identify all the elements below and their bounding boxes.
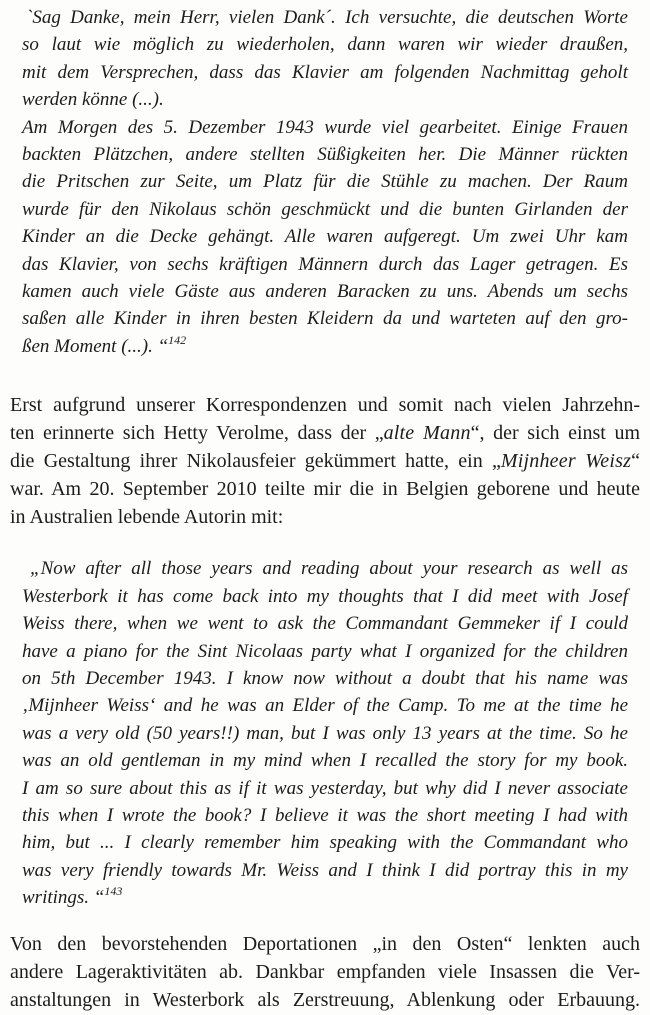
text-segment: die Gestaltung ihrer Nikolausfeier gekümmert hatte, ein „ [10, 450, 501, 473]
text-segment: kamen auch viele Gäste aus anderen Baracken zu uns. Abends um sechs [22, 281, 628, 303]
text-segment: die Pritschen zur Seite, um Platz für die Stühle zu machen. Der Raum [22, 171, 628, 193]
text-line [22, 857, 628, 884]
text-line [10, 391, 640, 419]
text-line [10, 958, 640, 986]
text-segment: mit dem Versprechen, dass das Klavier am folgenden Nachmittag geholt [22, 61, 628, 83]
text-line [10, 419, 640, 447]
text-line [10, 930, 640, 958]
text-line [22, 829, 628, 856]
text-line [22, 196, 628, 223]
text-segment: writings. “ [22, 887, 105, 909]
text-segment: saßen alle Kinder in ihren besten Kleidern da und warteten auf den gro- [22, 308, 628, 330]
text-segment: ‚Mijnheer Weiss‘ and he was an Elder of the Camp. To me at the time he [22, 695, 628, 717]
text-segment: das Klavier, von sechs kräftigen Männern durch das Lager getragen. Es [22, 253, 628, 275]
text-segment: ten erinnerte sich Hetty Verolme, dass der „ [10, 422, 384, 445]
text-segment: this when I wrote the book? I believe it was the short meeting I had with [22, 804, 628, 826]
text-segment: backten Plätzchen, andere stellten Süßigkeiten her. Die Männer rückten [22, 144, 628, 166]
text-segment: on 5th December 1943. I know now without a doubt that his name was [22, 667, 628, 689]
text-segment: Westerbork it has come back into my thoughts that I did meet with Josef [22, 585, 628, 607]
text-line [10, 503, 640, 531]
text-line [22, 168, 628, 195]
narrative-paragraph [10, 391, 640, 531]
text-line [22, 4, 628, 31]
text-line [10, 475, 640, 503]
text-line [10, 447, 640, 475]
footnote-marker: 143 [104, 883, 123, 898]
text-line [22, 114, 628, 141]
text-segment: Erst aufgrund unserer Korrespondenzen und somit nach vielen Jahrzehn- [10, 394, 640, 417]
text-segment: was an old gentleman in my mind when I recalled the story for my book. [22, 750, 628, 772]
text-line [22, 720, 628, 747]
text-segment: Am Morgen des 5. Dezember 1943 wurde viel gearbeitet. Einige Frauen [22, 116, 628, 138]
text-line [22, 31, 628, 58]
text-segment: war. Am 20. September 2010 teilte mir die in Belgien geborene und heute [10, 478, 640, 501]
text-line [22, 884, 628, 911]
text-segment: was a very old (50 years!!) man, but I was only 13 years at the time. So he [22, 722, 628, 744]
text-segment: “, der sich einst um [470, 422, 641, 445]
german-quote-block [22, 4, 628, 360]
text-line [22, 86, 628, 113]
emphasized-term: alte Mann [383, 422, 471, 445]
text-segment: Von den bevorstehenden Deportationen „in den Osten“ lenkten auch [10, 932, 640, 955]
text-line [10, 986, 640, 1014]
text-line [22, 638, 628, 665]
text-segment: ßen Moment (...). “ [22, 335, 169, 357]
text-segment: was very friendly towards Mr. Weiss and I think I did portray this in my [22, 859, 628, 881]
text-line [22, 251, 628, 278]
text-line [22, 278, 628, 305]
emphasized-term: Mijnheer Weisz [500, 450, 632, 473]
text-line [22, 555, 628, 582]
closing-paragraph [10, 930, 640, 1014]
text-segment: so laut wie möglich zu wiederholen, dann waren wir wieder draußen, [22, 34, 628, 56]
text-line [22, 747, 628, 774]
text-line [22, 333, 628, 360]
english-quote-block [22, 555, 628, 911]
text-line [22, 802, 628, 829]
text-line [22, 141, 628, 168]
text-segment: wurde für den Nikolaus schön geschmückt und die bunten Girlanden der [22, 198, 628, 220]
text-segment: `Sag Danke, mein Herr, vielen Dank´. Ich versuchte, die deutschen Worte [26, 7, 628, 28]
text-line [22, 583, 628, 610]
footnote-marker: 142 [168, 332, 187, 347]
text-segment: have a piano for the Sint Nicolaas party what I organized for the children [22, 640, 628, 662]
text-segment: Kinder an die Decke gehängt. Alle waren aufgeregt. Um zwei Uhr kam [22, 226, 628, 248]
text-line [22, 775, 628, 802]
text-line [22, 223, 628, 250]
text-segment: him, but ... I clearly remember him speaking with the Commandant who [22, 832, 628, 854]
text-segment: anstaltungen in Westerbork als Zerstreuung, Ablenkung oder Erbauung. [10, 988, 640, 1011]
text-line [22, 305, 628, 332]
text-segment: “ [631, 450, 640, 473]
text-segment: Weiss there, when we went to ask the Commandant Gemmeker if I could [22, 613, 628, 635]
text-segment: I am so sure about this as if it was yesterday, but why did I never associate [22, 777, 628, 799]
text-line [22, 665, 628, 692]
text-line [22, 692, 628, 719]
text-segment: werden könne (...). [22, 89, 164, 111]
text-segment: in Australien lebende Autorin mit: [10, 506, 284, 529]
text-segment: andere Lageraktivitäten ab. Dankbar empfanden viele Insassen die Ver- [10, 960, 640, 983]
text-line [22, 610, 628, 637]
text-line [22, 59, 628, 86]
text-segment: „Now after all those years and reading about your research as well as [30, 558, 628, 580]
